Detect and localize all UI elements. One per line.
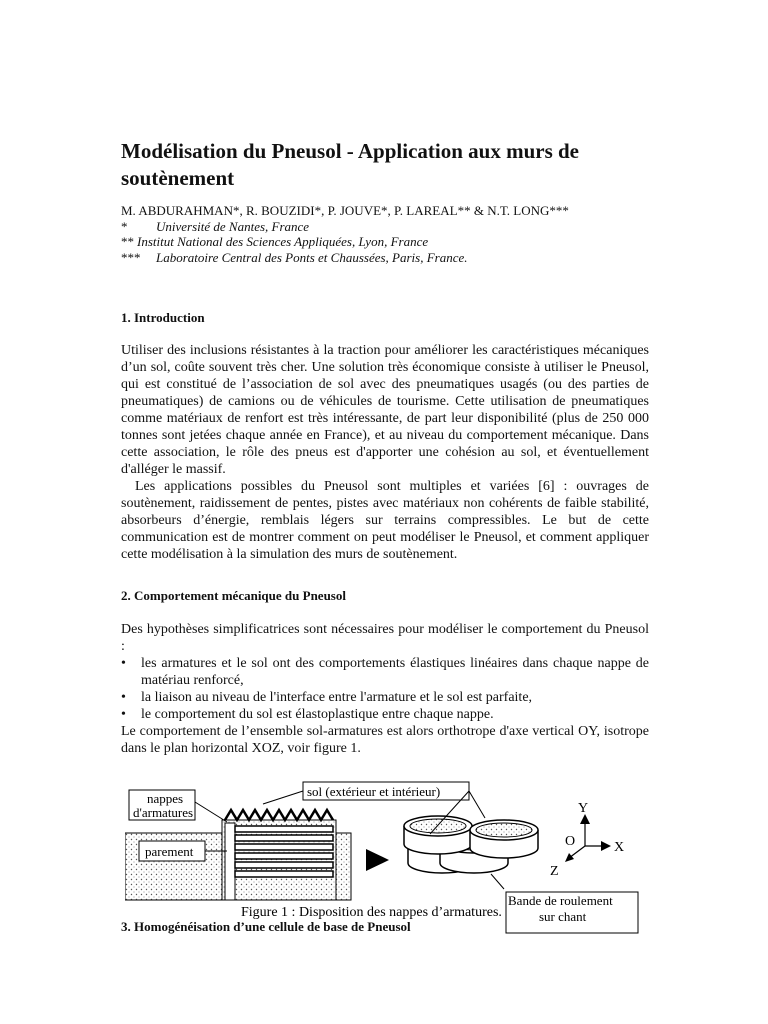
paragraph: Des hypothèses simplificatrices sont nécessaires pour modéliser le comportement du Pneusol : — [121, 622, 649, 654]
figure-1-diagram — [125, 778, 645, 940]
axis-label-x: X — [614, 840, 625, 855]
axis-label-y: Y — [578, 801, 589, 816]
affiliation-text: Université de Nantes, France — [156, 218, 310, 234]
affiliation-text: Laboratoire Central des Ponts et Chaussées, Paris, France. — [156, 249, 468, 265]
section-1-body — [121, 342, 649, 563]
affiliation-2 — [121, 234, 661, 250]
list-item: • les armatures et le sol ont des comportements élastiques linéaires dans chaque nappe de matériau renforcé, — [121, 655, 649, 689]
section-1-heading: 1. Introduction — [121, 310, 205, 325]
section-2-body — [121, 621, 649, 757]
paragraph: Les applications possibles du Pneusol sont multiples et variées [6] : ouvrages de soutènement, raidissement de pentes, pistes avec matériaux non cohérents de faible stabilité, absorbeurs d’énergie, remblais légers sur terrains compressibles. Le but de cette communication est de montrer comment on peut modéliser le Pneusol, et comment appliquer cette modélisation à la simulation des murs de soutènement. — [121, 479, 649, 562]
leader-line — [491, 874, 504, 889]
affiliation-mark: *** — [121, 249, 141, 265]
section-3-heading: 3. Homogénéisation d’une cellule de base de Pneusol — [121, 919, 411, 934]
label-nappes-line-2: d'armatures — [133, 805, 194, 820]
right-arrow-icon — [366, 849, 389, 871]
hypothesis-list — [121, 655, 649, 723]
list-item: • le comportement du sol est élastoplastique entre chaque nappe. — [121, 706, 649, 723]
label-bande-line-2: sur chant — [539, 909, 587, 924]
section-2-heading: 2. Comportement mécanique du Pneusol — [121, 588, 346, 603]
affiliation-mark: * — [121, 218, 128, 234]
ground-surface — [225, 810, 333, 820]
leader-line — [469, 791, 485, 818]
leader-line — [263, 791, 303, 804]
paragraph: Le comportement de l’ensemble sol-armatures est alors orthotrope d'axe vertical OY, isotrope dans le plan horizontal XOZ, voir figure 1. — [121, 724, 649, 756]
facing-wall — [225, 823, 235, 900]
affiliation-mark: ** — [121, 234, 134, 249]
author-block — [121, 203, 661, 265]
affiliation-1 — [121, 219, 661, 235]
figure-caption: Figure 1 : Disposition des nappes d’armatures. — [241, 905, 502, 920]
leader-line — [195, 802, 227, 822]
axis-label-o: O — [565, 834, 576, 849]
label-parement: parement — [145, 844, 194, 859]
tyre-rings — [404, 816, 538, 873]
label-nappes-line-1: nappes — [147, 791, 184, 806]
label-bande-line-1: Bande de roulement — [508, 893, 613, 908]
list-item: • la liaison au niveau de l'interface entre l'armature et le sol est parfaite, — [121, 689, 649, 706]
author-names: M. ABDURAHMAN*, R. BOUZIDI*, P. JOUVE*, P. LAREAL** & N.T. LONG*** — [121, 203, 569, 218]
label-sol: sol (extérieur et intérieur) — [307, 784, 441, 799]
paper-title: Modélisation du Pneusol - Application aux murs de soutènement — [121, 139, 579, 190]
affiliation-3 — [121, 250, 661, 266]
axis-label-z: Z — [550, 864, 559, 879]
affiliation-text: Institut National des Sciences Appliquées, Lyon, France — [137, 234, 429, 249]
paragraph: Utiliser des inclusions résistantes à la traction pour améliorer les caractéristiques mécaniques d’un sol, coûte souvent très cher. Une solution très économique consiste à utiliser le Pneusol, qui est constitué de l’association de sol avec des pneumatiques usagés (ou des parties de pneumatiques) de camions ou de véhicules de tourisme. Cette utilisation de pneumatiques comme matériaux de renfort est très intéressante, de part leur disponibilité (plus de 250 000 tonnes sont jetées chaque année en France), et au niveau du comportement mécanique. Dans cette association, le rôle des pneus est d'apporter une cohésion au sol, et éventuellement d'alléger le massif. — [121, 343, 649, 477]
